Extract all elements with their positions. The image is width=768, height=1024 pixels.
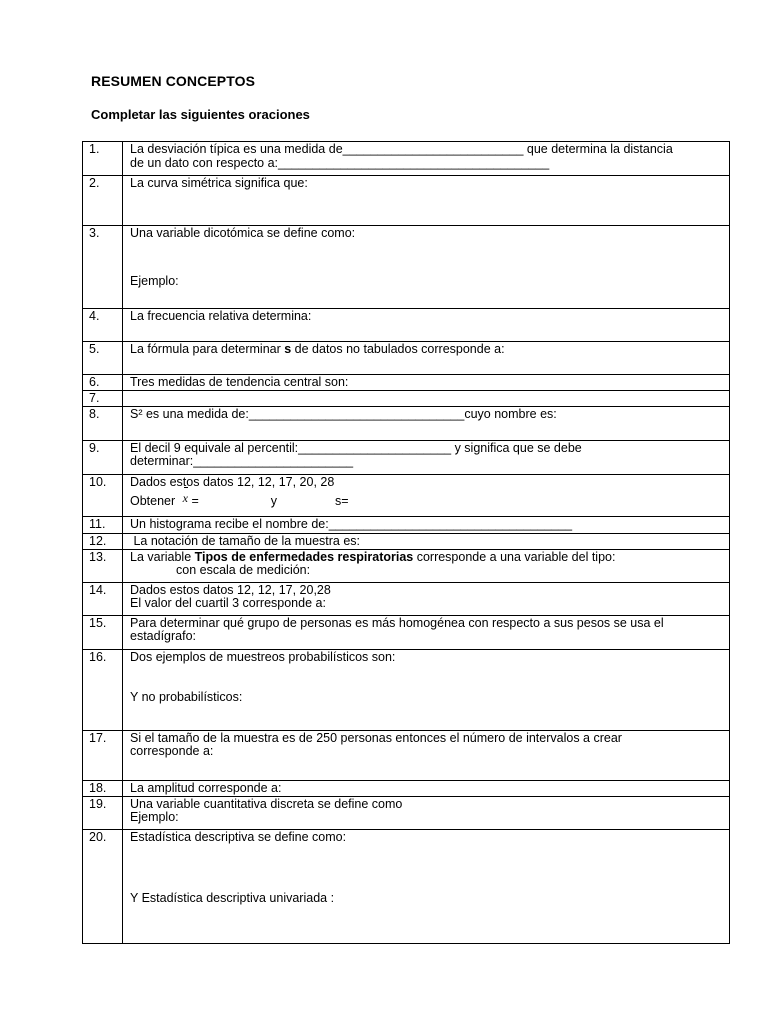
question-row-17 xyxy=(83,730,730,780)
question-line: Una variable dicotómica se define como: xyxy=(130,226,356,240)
question-number: 19. xyxy=(83,796,123,829)
question-text xyxy=(123,309,730,342)
question-text-part: corresponde a una variable del tipo: xyxy=(413,549,616,564)
question-number: 13. xyxy=(83,549,123,582)
question-row-11 xyxy=(83,516,730,533)
question-number: 20. xyxy=(83,829,123,943)
question-text xyxy=(123,582,730,615)
question-number: 10. xyxy=(83,474,123,516)
question-line: Dados estos datos 12, 12, 17, 20,28 xyxy=(130,582,331,597)
question-row-4 xyxy=(83,309,730,342)
question-text xyxy=(123,176,730,226)
question-text xyxy=(123,796,730,829)
question-number: 8. xyxy=(83,406,123,440)
question-line: Tres medidas de tendencia central son: xyxy=(130,375,349,389)
question-text xyxy=(123,615,730,649)
question-row-16 xyxy=(83,649,730,730)
questions-table xyxy=(82,141,730,944)
question-line: El decil 9 equivale al percentil:______________________ y significa que se debe xyxy=(130,440,582,455)
question-line: La frecuencia relativa determina: xyxy=(130,309,312,323)
question-number: 12. xyxy=(83,533,123,549)
question-text xyxy=(123,226,730,309)
question-row-5 xyxy=(83,342,730,375)
question-text xyxy=(123,375,730,391)
question-text-part: Obtener xyxy=(130,494,179,509)
question-text-part: La variable xyxy=(130,549,195,564)
question-row-13 xyxy=(83,549,730,582)
question-row-10 xyxy=(83,474,730,516)
question-text xyxy=(123,440,730,474)
question-line: con escala de medición: xyxy=(176,563,311,578)
question-line: Dados estos datos 12, 12, 17, 20, 28 xyxy=(130,474,335,489)
question-row-9 xyxy=(83,440,730,474)
question-line: Ejemplo: xyxy=(130,273,179,288)
page-title: RESUMEN CONCEPTOS xyxy=(91,73,256,89)
question-number: 9. xyxy=(83,440,123,474)
question-row-18 xyxy=(83,780,730,796)
question-number: 15. xyxy=(83,615,123,649)
page-subtitle: Completar las siguientes oraciones xyxy=(91,107,310,122)
question-text xyxy=(123,780,730,796)
question-bold-symbol: s xyxy=(284,342,292,356)
question-line: Ejemplo: xyxy=(130,810,179,825)
question-row-3 xyxy=(83,226,730,309)
question-number: 16. xyxy=(83,649,123,730)
question-text-part: = xyxy=(187,494,199,509)
question-text xyxy=(123,829,730,943)
question-line: Si el tamaño de la muestra es de 250 personas entonces el número de intervalos a crear xyxy=(130,730,622,745)
question-number: 2. xyxy=(83,176,123,226)
question-row-19 xyxy=(83,796,730,829)
question-line: Una variable cuantitativa discreta se define como xyxy=(130,796,403,811)
question-line: determinar:_______________________ xyxy=(130,454,354,469)
question-text xyxy=(123,391,730,407)
question-bold-term: Tipos de enfermedades respiratorias xyxy=(194,549,414,564)
question-text xyxy=(123,649,730,730)
question-row-14 xyxy=(83,582,730,615)
question-text-part: de datos no tabulados corresponde a: xyxy=(291,342,505,356)
question-row-15 xyxy=(83,615,730,649)
question-number: 14. xyxy=(83,582,123,615)
question-number: 4. xyxy=(83,309,123,342)
question-number: 18. xyxy=(83,780,123,796)
question-text-part: s= xyxy=(335,494,349,509)
question-text-part: La fórmula para determinar xyxy=(130,342,285,356)
question-number: 17. xyxy=(83,730,123,780)
question-row-1 xyxy=(83,142,730,176)
question-line: de un dato con respecto a:_______________________________________ xyxy=(130,155,550,170)
question-text-part: y xyxy=(270,494,277,509)
question-text xyxy=(123,142,730,176)
question-row-2 xyxy=(83,176,730,226)
question-text xyxy=(123,549,730,582)
question-text xyxy=(123,730,730,780)
question-line: La desviación típica es una medida de__________________________ que determina la distancia xyxy=(130,142,673,156)
question-line: corresponde a: xyxy=(130,744,214,759)
question-line: Estadística descriptiva se define como: xyxy=(130,829,347,844)
question-line: S² es una medida de:_______________________________cuyo nombre es: xyxy=(130,406,557,421)
question-line: estadígrafo: xyxy=(130,629,197,644)
question-line: El valor del cuartil 3 corresponde a: xyxy=(130,596,326,611)
question-text xyxy=(123,516,730,533)
question-line: Y no probabilísticos: xyxy=(130,690,243,705)
question-line: Y Estadística descriptiva univariada : xyxy=(130,891,335,906)
question-text xyxy=(123,533,730,549)
question-line: Dos ejemplos de muestreos probabilísticos son: xyxy=(130,649,396,664)
question-number: 1. xyxy=(83,142,123,176)
question-text xyxy=(123,342,730,375)
question-row-20 xyxy=(83,829,730,943)
question-row-7 xyxy=(83,391,730,407)
question-line: La notación de tamaño de la muestra es: xyxy=(130,533,361,548)
x-bar-symbol: x xyxy=(182,491,188,506)
question-number: 6. xyxy=(83,375,123,391)
question-row-12 xyxy=(83,533,730,549)
question-line: Para determinar qué grupo de personas es más homogénea con respecto a sus pesos se usa el xyxy=(130,615,664,630)
question-line: Un histograma recibe el nombre de:___________________________________ xyxy=(130,516,573,531)
question-number: 11. xyxy=(83,516,123,533)
question-number: 7. xyxy=(83,391,123,407)
question-line: La curva simétrica significa que: xyxy=(130,176,308,190)
question-text xyxy=(123,406,730,440)
question-row-8 xyxy=(83,406,730,440)
question-text xyxy=(123,474,730,516)
question-number: 5. xyxy=(83,342,123,375)
question-row-6 xyxy=(83,375,730,391)
question-line: La amplitud corresponde a: xyxy=(130,780,282,795)
question-number: 3. xyxy=(83,226,123,309)
